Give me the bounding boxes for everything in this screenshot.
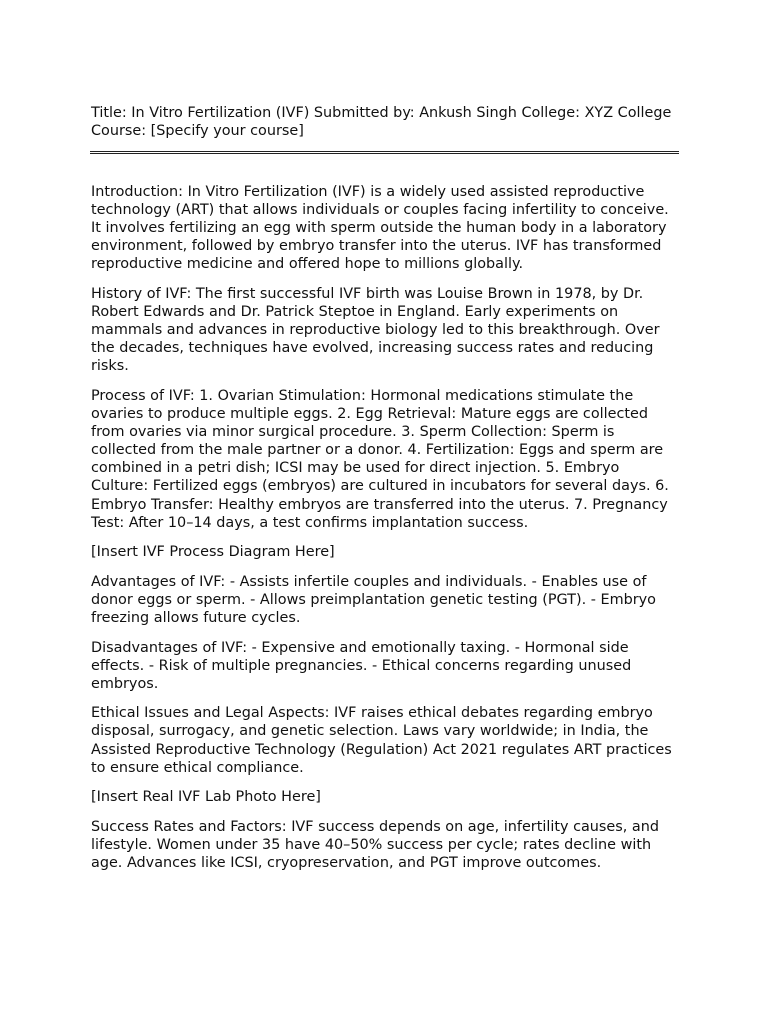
paragraph-ethics: Ethical Issues and Legal Aspects: IVF raises ethical debates regarding embryo disposal, surrogacy, and genetic selection. Laws vary worldwide; in India, the Assisted Reproductive Technology (Regulation) Act 2021 regulates ART practices to ensure ethical compliance. bbox=[91, 705, 672, 776]
placeholder-photo: [Insert Real IVF Lab Photo Here] bbox=[91, 789, 321, 806]
paragraph-process: Process of IVF: 1. Ovarian Stimulation: Hormonal medications stimulate the ovaries to produce multiple eggs. 2. Egg Retrieval: Mature eggs are collected from ovaries via minor surgical procedure. 3. Sperm Collection: Sperm is collected from the male partner or a donor. 4. Fertilization: Eggs and sperm are combined in a petri dish; ICSI may be used for direct injection. 5. Embryo Culture: Fertilized eggs (embryos) are cultured in incubators for several days. 6. Embryo Transfer: Healthy embryos are transferred into the uterus. 7. Pregnancy Test: After 10–14 days, a test confirms implantation success. bbox=[91, 387, 669, 531]
paragraph-advantages: Advantages of IVF: - Assists infertile couples and individuals. - Enables use of donor eggs or sperm. - Allows preimplantation genetic testing (PGT). - Embryo freezing allows future cycles. bbox=[91, 573, 656, 626]
document-header: Title: In Vitro Fertilization (IVF) Submitted by: Ankush Singh College: XYZ College Course: [Specify your course] bbox=[91, 105, 672, 139]
paragraph-disadvantages: Disadvantages of IVF: - Expensive and emotionally taxing. - Hormonal side effects. - Risk of multiple pregnancies. - Ethical concerns regarding unused embryos. bbox=[91, 639, 632, 692]
header-divider bbox=[90, 151, 679, 154]
paragraph-introduction: Introduction: In Vitro Fertilization (IVF) is a widely used assisted reproductive technology (ART) that allows individuals or couples facing infertility to conceive. It involves fertilizing an egg with sperm outside the human body in a laboratory environment, followed by embryo transfer into the uterus. IVF has transformed reproductive medicine and offered hope to millions globally. bbox=[91, 184, 669, 273]
placeholder-diagram: [Insert IVF Process Diagram Here] bbox=[91, 544, 335, 561]
paragraph-success-rates: Success Rates and Factors: IVF success depends on age, infertility causes, and lifestyle. Women under 35 have 40–50% success per cycle; rates decline with age. Advances like ICSI, cryopreservation, and PGT improve outcomes. bbox=[91, 818, 660, 871]
paragraph-history: History of IVF: The first successful IVF birth was Louise Brown in 1978, by Dr. Robert Edwards and Dr. Patrick Steptoe in England. Early experiments on mammals and advances in reproductive biology led to this breakthrough. Over the decades, techniques have evolved, increasing success rates and reducing risks. bbox=[91, 285, 660, 375]
document-body bbox=[91, 183, 679, 884]
